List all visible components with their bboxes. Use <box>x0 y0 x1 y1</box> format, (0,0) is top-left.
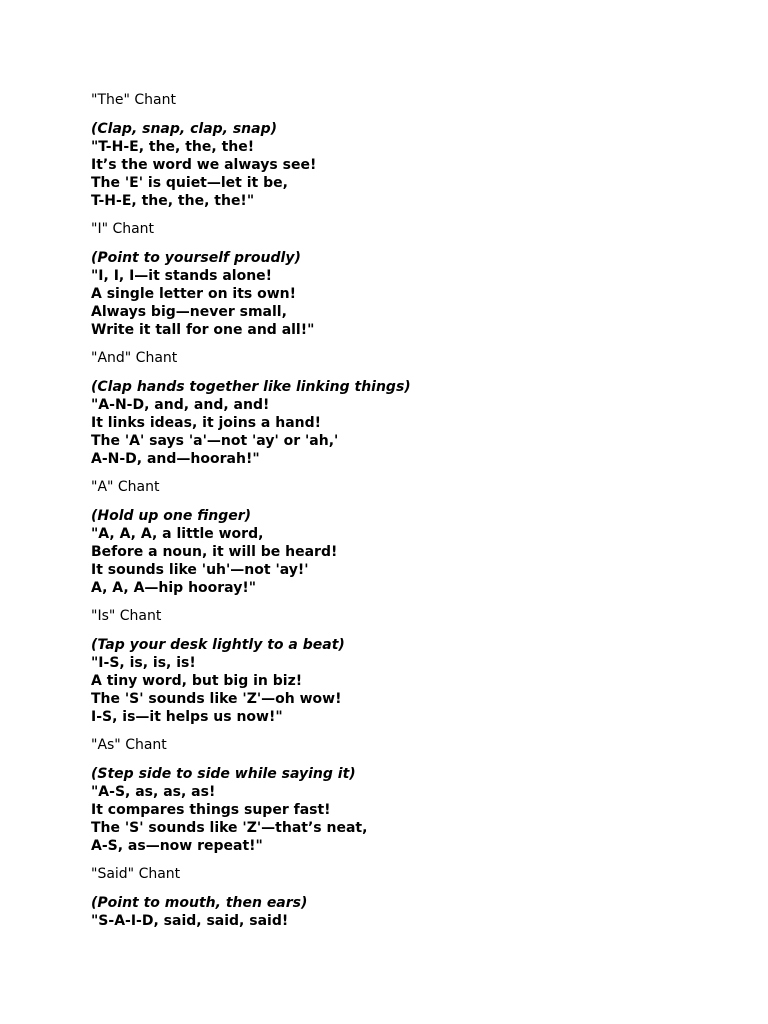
chant-is <box>91 607 731 726</box>
chant-title: "Said" Chant <box>91 866 181 882</box>
chant-action: (Point to yourself proudly) <box>91 250 301 266</box>
chant-line: A-N-D, and—hoorah!" <box>91 451 260 467</box>
chant-line: A-S, as—now repeat!" <box>91 838 263 854</box>
chant-line: It links ideas, it joins a hand! <box>91 415 322 431</box>
chant-title: "And" Chant <box>91 350 178 366</box>
chant-line: It compares things super fast! <box>91 802 331 818</box>
document-page <box>91 91 731 940</box>
chant-title: "I" Chant <box>91 221 155 237</box>
chant-action: (Tap your desk lightly to a beat) <box>91 637 345 653</box>
chant-line: Always big—never small, <box>91 304 287 320</box>
chant-and <box>91 349 731 468</box>
chant-line: A, A, A—hip hooray!" <box>91 580 256 596</box>
chant-line: It sounds like 'uh'—not 'ay!' <box>91 562 309 578</box>
chant-line: The 'A' says 'a'—not 'ay' or 'ah,' <box>91 433 339 449</box>
chant-action: (Clap hands together like linking things) <box>91 379 411 395</box>
chant-line: I-S, is—it helps us now!" <box>91 709 283 725</box>
chant-line: T-H-E, the, the, the!" <box>91 193 255 209</box>
chant-line: "T-H-E, the, the, the! <box>91 139 255 155</box>
chant-title: "Is" Chant <box>91 608 162 624</box>
chant-as <box>91 736 731 855</box>
chant-action: (Step side to side while saying it) <box>91 766 356 782</box>
chant-line: "S-A-I-D, said, said, said! <box>91 913 289 929</box>
chant-line: The 'E' is quiet—let it be, <box>91 175 288 191</box>
chant-line: A single letter on its own! <box>91 286 297 302</box>
chant-line: "I, I, I—it stands alone! <box>91 268 273 284</box>
chant-the <box>91 91 731 210</box>
chant-line: "I-S, is, is, is! <box>91 655 196 671</box>
chant-i <box>91 220 731 339</box>
chant-title: "As" Chant <box>91 737 167 753</box>
chant-line: Write it tall for one and all!" <box>91 322 315 338</box>
chant-action: (Hold up one finger) <box>91 508 252 524</box>
chant-said <box>91 865 731 930</box>
chant-line: "A-S, as, as, as! <box>91 784 216 800</box>
chant-title: "A" Chant <box>91 479 160 495</box>
chant-action: (Point to mouth, then ears) <box>91 895 308 911</box>
chant-a <box>91 478 731 597</box>
chant-line: It’s the word we always see! <box>91 157 317 173</box>
chant-line: The 'S' sounds like 'Z'—oh wow! <box>91 691 342 707</box>
chant-action: (Clap, snap, clap, snap) <box>91 121 278 137</box>
chant-line: Before a noun, it will be heard! <box>91 544 338 560</box>
chant-line: A tiny word, but big in biz! <box>91 673 303 689</box>
chant-line: "A, A, A, a little word, <box>91 526 264 542</box>
chant-line: "A-N-D, and, and, and! <box>91 397 270 413</box>
chant-line: The 'S' sounds like 'Z'—that’s neat, <box>91 820 368 836</box>
chant-title: "The" Chant <box>91 92 176 108</box>
